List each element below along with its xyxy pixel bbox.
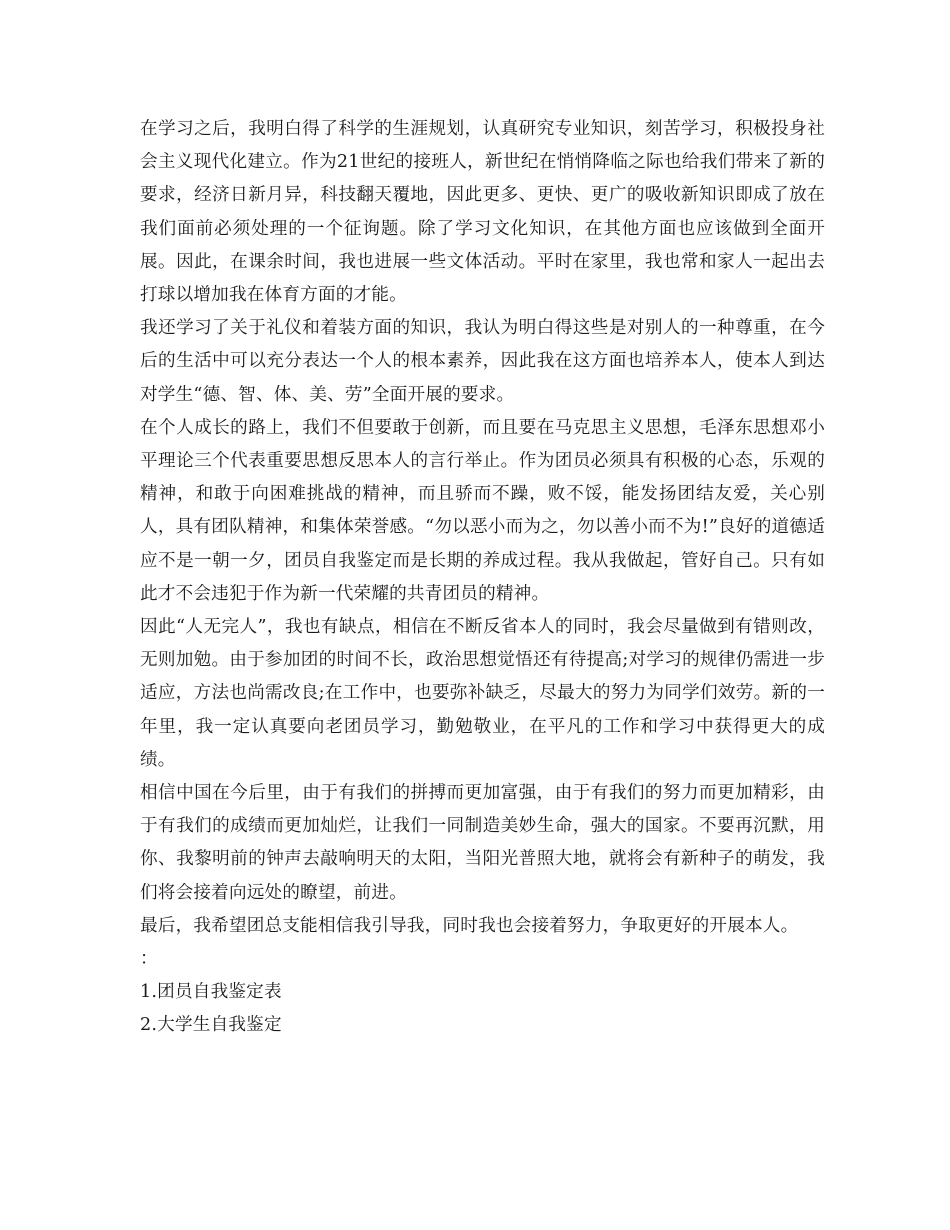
related-item-2: 2.大学生自我鉴定 (140, 1015, 282, 1036)
related-list (140, 976, 825, 1042)
paragraph-shortcomings: 因此“人无完人”，我也有缺点，相信在不断反省本人的同时，我会尽量做到有错则改，无则加勉。由于参加团的时间不长，政治思想觉悟还有待提高;对学习的规律仍需进一步适应，方法也尚需改良;在工作中，也要弥补缺乏，尽最大的努力为同学们效劳。新的一年里，我一定认真要向老团员学习，勤勉敬业，在平凡的工作和学习中获得更大的成绩。 (140, 617, 825, 770)
paragraph-study-and-development: 在学习之后，我明白得了科学的生涯规划，认真研究专业知识，刻苦学习，积极投身社会主义现代化建立。作为21世纪的接班人，新世纪在悄悄降临之际也给我们带来了新的要求，经济日新月异，科技翻天覆地，因此更多、更快、更广的吸收新知识即成了放在我们面前必须处理的一个征询题。除了学习文化知识，在其他方面也应该做到全面开展。因此，在课余时间，我也进展一些文体活动。平时在家里，我也常和家人一起出去打球以增加我在体育方面的才能。 (140, 119, 825, 306)
separator-colon: ： (140, 949, 158, 970)
paragraph-future-of-china: 相信中国在今后里，由于有我们的拼搏而更加富强，由于有我们的努力而更加精彩，由于有我们的成绩而更加灿烂，让我们一同制造美妙生命，强大的国家。不要再沉默，用你、我黎明前的钟声去敲响明天的太阳，当阳光普照大地，就将会有新种子的萌发，我们将会接着向远处的瞭望，前进。 (140, 783, 825, 903)
document-body (140, 113, 825, 1043)
paragraph-conclusion: 最后，我希望团总支能相信我引导我，同时我也会接着努力，争取更好的开展本人。 (140, 915, 799, 936)
paragraph-etiquette: 我还学习了关于礼仪和着装方面的知识，我认为明白得这些是对别人的一种尊重，在今后的生活中可以充分表达一个人的根本素养，因此我在这方面也培养本人，使本人到达对学生“德、智、体、美、劳”全面开展的要求。 (140, 318, 825, 405)
related-item-1: 1.团员自我鉴定表 (140, 982, 282, 1003)
paragraph-personal-growth: 在个人成长的路上，我们不但要敢于创新，而且要在马克思主义思想，毛泽东思想邓小平理论三个代表重要思想反思本人的言行举止。作为团员必须具有积极的心态，乐观的精神，和敢于向困难挑战的精神，而且骄而不躁，败不馁，能发扬团结友爱，关心别人，具有团队精神，和集体荣誉感。“勿以恶小而为之，勿以善小而不为!”良好的道德适应不是一朝一夕，团员自我鉴定而是长期的养成过程。我从我做起，管好自己。只有如此才不会违犯于作为新一代荣耀的共青团员的精神。 (140, 417, 825, 604)
